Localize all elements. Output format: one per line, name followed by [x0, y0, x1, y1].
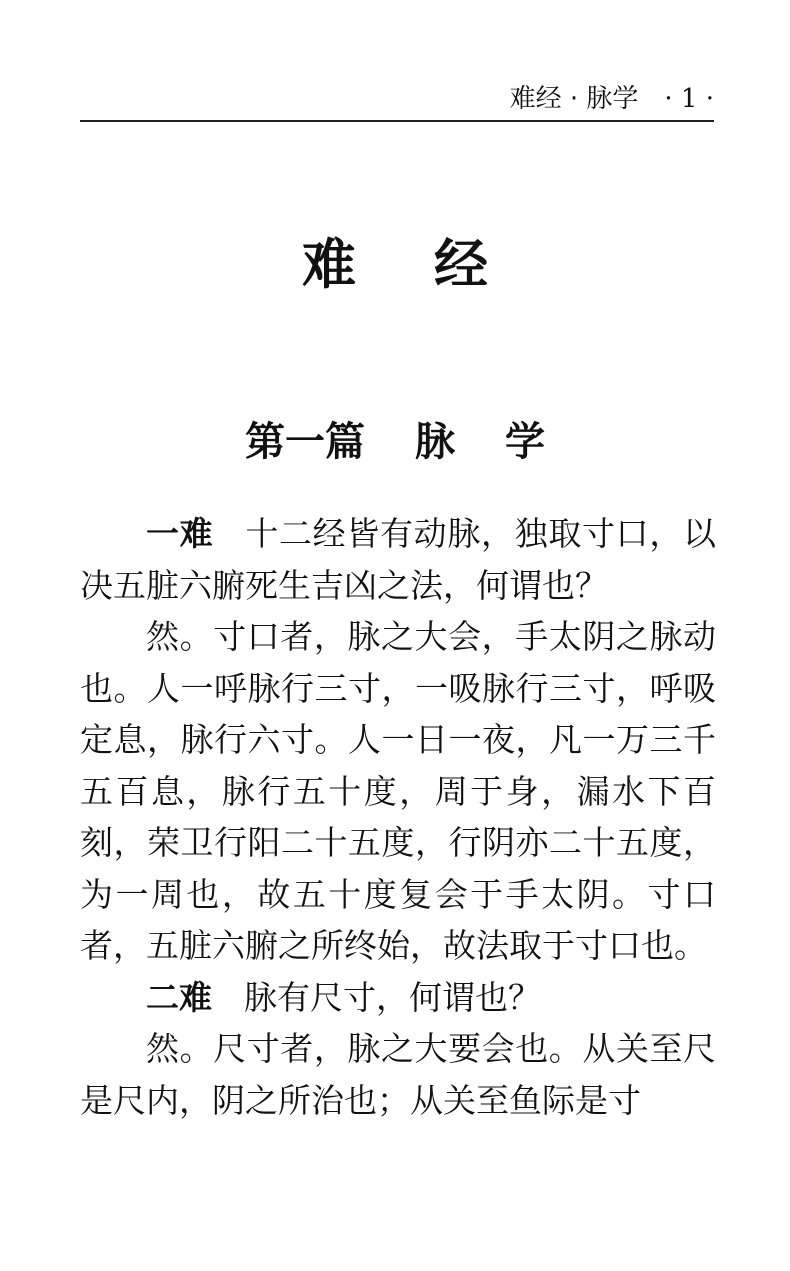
question-1-text: 十二经皆有动脉，独取寸口，以决五脏六腑死生吉凶之法，何谓也？ — [80, 514, 717, 605]
question-1-label: 一难 — [146, 514, 214, 553]
running-header — [80, 78, 714, 122]
page-number: · 1 · — [664, 84, 714, 114]
answer-1: 然。寸口者，脉之大会，手太阴之脉动也。人一呼脉行三寸，一吸脉行三寸，呼吸定息，脉行六寸。人一日一夜，凡一万三千五百息，脉行五十度，周于身，漏水下百刻，荣卫行阳二十五度，行阴亦二十五度，为一周也，故五十度复会于手太阴。寸口者，五脏六腑之所终始，故法取于寸口也。 — [80, 617, 716, 965]
chapter-title — [0, 410, 790, 467]
question-2-label: 二难 — [146, 977, 212, 1017]
answer-2: 然。尺寸者，脉之大要会也。从关至尺是尺内，阴之所治也；从关至鱼际是寸 — [80, 1029, 716, 1120]
question-1 — [80, 508, 716, 611]
chapter-label: 第一篇 — [245, 419, 365, 465]
book-title: 难经 — [302, 233, 566, 296]
body-text — [80, 508, 716, 1126]
running-title: 难经 · 脉学 — [509, 84, 639, 114]
question-2 — [80, 972, 716, 1024]
chapter-topic: 脉学 — [415, 419, 595, 465]
question-2-text: 脉有尺寸，何谓也？ — [244, 977, 541, 1017]
